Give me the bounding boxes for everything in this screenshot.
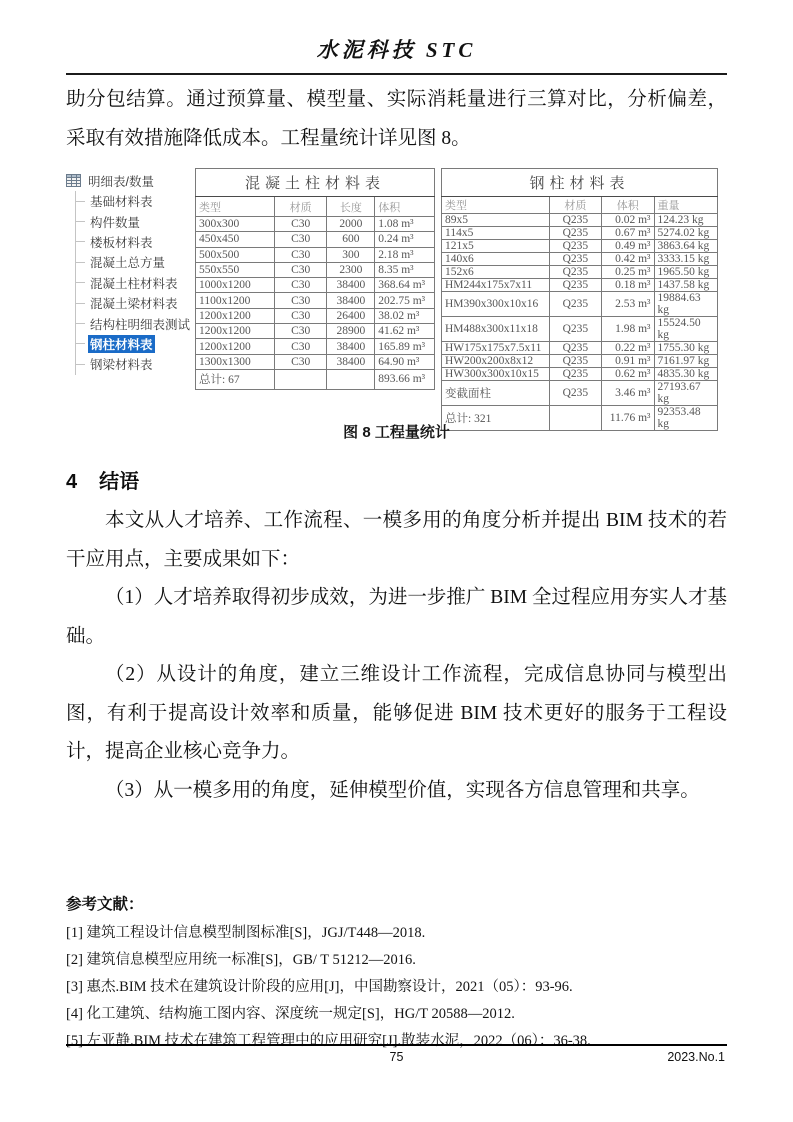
table-data-row: [196, 262, 435, 277]
table-data-row: [196, 278, 435, 293]
table-cell: 27193.67 kg: [654, 381, 718, 406]
table-data-row: [442, 355, 718, 368]
table-cell: 89x5: [442, 214, 550, 227]
page-footer: [66, 1044, 727, 1068]
table-cell: 1000x1200: [196, 278, 275, 293]
table-cell: 19884.63 kg: [654, 292, 718, 317]
table-cell: HM488x300x11x18: [442, 317, 550, 342]
sidebar-item: 构件数量: [90, 215, 141, 230]
table-total-row: [196, 369, 435, 389]
table-data-row: [442, 368, 718, 381]
table-cell: Q235: [549, 292, 601, 317]
table-cell: 28900: [327, 324, 375, 339]
table-data-row: [442, 381, 718, 406]
table-cell: 124.23 kg: [654, 214, 718, 227]
table-data-row: [196, 247, 435, 262]
table-cell: 2300: [327, 262, 375, 277]
table-cell: 26400: [327, 308, 375, 323]
page-number: 75: [389, 1050, 404, 1064]
table-cell: 3333.15 kg: [654, 253, 718, 266]
table-cell: 2.53 m³: [602, 292, 654, 317]
sidebar-tree-item: [76, 232, 195, 252]
sidebar-root-node: [66, 170, 195, 191]
table-cell: Q235: [549, 317, 601, 342]
table-cell: 2.18 m³: [375, 247, 435, 262]
journal-title: 水泥科技 STC: [316, 38, 477, 62]
table-title-row: [442, 169, 718, 197]
table-cell: Q235: [549, 279, 601, 292]
table-cell: 450x450: [196, 232, 275, 247]
table-cell: 1755.30 kg: [654, 342, 718, 355]
table-cell: 300x300: [196, 217, 275, 232]
table-total-cell: [327, 369, 375, 389]
table-cell: 1200x1200: [196, 324, 275, 339]
table-cell: 4835.30 kg: [654, 368, 718, 381]
section-number: 4: [66, 471, 78, 493]
sidebar-item: 钢梁材料表: [90, 358, 153, 373]
body-paragraph: （3）从一模多用的角度，延伸模型价值，实现各方信息管理和共享。: [105, 779, 700, 801]
table-cell: 300: [327, 247, 375, 262]
reference-item: [3] 惠杰.BIM 技术在建筑设计阶段的应用[J]，中国勘察设计，2021（05）：93-96.: [66, 979, 573, 995]
section-title: 结语: [99, 471, 140, 493]
table-data-row: [442, 240, 718, 253]
table-cell: Q235: [549, 214, 601, 227]
table-cell: 38400: [327, 278, 375, 293]
reference-item: [1] 建筑工程设计信息模型制图标准[S]，JGJ/T448—2018.: [66, 925, 426, 941]
table-data-row: [442, 292, 718, 317]
table-data-row: [442, 279, 718, 292]
table-data-row: [442, 253, 718, 266]
table-cell: 64.90 m³: [375, 354, 435, 369]
references-section: [66, 892, 727, 1055]
table-cell: HW175x175x7.5x11: [442, 342, 550, 355]
table-cell: HW200x200x8x12: [442, 355, 550, 368]
table-total-cell: 893.66 m³: [375, 369, 435, 389]
table-cell: 1100x1200: [196, 293, 275, 308]
sidebar-item: 楼板材料表: [90, 235, 153, 250]
reference-item: [4] 化工建筑、结构施工图内容、深度统一规定[S]，HG/T 20588—2012.: [66, 1006, 515, 1022]
table-data-row: [442, 214, 718, 227]
concrete-table-body: [196, 169, 435, 390]
table-cell: 600: [327, 232, 375, 247]
table-cell: 0.02 m³: [602, 214, 654, 227]
table-data-row: [442, 227, 718, 240]
table-data-row: [442, 317, 718, 342]
table-cell: C30: [274, 293, 327, 308]
table-cell: 7161.97 kg: [654, 355, 718, 368]
table-header-cell: 材质: [549, 197, 601, 214]
table-total-cell: 总计: 321: [442, 406, 550, 431]
figure-8-screenshot: [66, 168, 727, 430]
table-cell: C30: [274, 247, 327, 262]
table-cell: HM244x175x7x11: [442, 279, 550, 292]
table-cell: 1300x1300: [196, 354, 275, 369]
table-cell: 0.49 m³: [602, 240, 654, 253]
sidebar-item: 混凝土梁材料表: [90, 297, 178, 312]
table-cell: HW300x300x10x15: [442, 368, 550, 381]
table-cell: 1965.50 kg: [654, 266, 718, 279]
table-cell: 0.62 m³: [602, 368, 654, 381]
table-header-cell: 体积: [375, 197, 435, 217]
sidebar-tree-item: [76, 334, 195, 354]
sidebar-item: 基础材料表: [90, 195, 153, 210]
steel-column-material-table: [441, 168, 718, 431]
sidebar-tree-item: [76, 313, 195, 333]
references-heading: 参考文献：: [66, 896, 144, 913]
table-cell: C30: [274, 308, 327, 323]
steel-table-body: [442, 169, 718, 431]
table-cell: C30: [274, 354, 327, 369]
intro-paragraph: 助分包结算。通过预算量、模型量、实际消耗量进行三算对比，分析偏差，采取有效措施降低成本。工程量统计详见图 8。: [66, 89, 727, 149]
section-heading: [66, 465, 727, 494]
table-cell: 38400: [327, 339, 375, 354]
table-cell: 0.67 m³: [602, 227, 654, 240]
table-total-cell: 11.76 m³: [602, 406, 654, 431]
table-cell: 0.18 m³: [602, 279, 654, 292]
table-cell: 1.08 m³: [375, 217, 435, 232]
table-total-cell: [274, 369, 327, 389]
figure-caption: 图 8 工程量统计: [343, 424, 450, 441]
table-cell: C30: [274, 339, 327, 354]
body-paragraph: （2）从设计的角度，建立三维设计工作流程，完成信息协同与模型出图，有利于提高设计效率和质量，能够促进 BIM 技术更好的服务于工程设计，提高企业核心竞争力。: [66, 664, 727, 762]
concrete-column-material-table: [195, 168, 435, 390]
table-cell: 41.62 m³: [375, 324, 435, 339]
table-cell: C30: [274, 217, 327, 232]
table-total-cell: 92353.48 kg: [654, 406, 718, 431]
table-header-cell: 类型: [442, 197, 550, 214]
table-data-row: [442, 266, 718, 279]
table-data-row: [196, 339, 435, 354]
table-cell: 0.24 m³: [375, 232, 435, 247]
header-rule: [66, 73, 727, 75]
table-cell: HM390x300x10x16: [442, 292, 550, 317]
table-data-row: [196, 217, 435, 232]
table-cell: C30: [274, 232, 327, 247]
reference-item: [5] 左亚静.BIM 技术在建筑工程管理中的应用研究[J].散装水泥，2022（06）：36-38.: [66, 1033, 591, 1049]
table-cell: 0.22 m³: [602, 342, 654, 355]
table-cell: 1200x1200: [196, 339, 275, 354]
table-cell: 15524.50 kg: [654, 317, 718, 342]
sidebar-item-selected: 钢柱材料表: [88, 335, 155, 353]
table-cell: 3863.64 kg: [654, 240, 718, 253]
table-cell: Q235: [549, 240, 601, 253]
table-cell: 38400: [327, 354, 375, 369]
references-list: [66, 920, 727, 1055]
sidebar-item: 混凝土总方量: [90, 256, 166, 271]
table-cell: 5274.02 kg: [654, 227, 718, 240]
reference-item: [2] 建筑信息模型应用统一标准[S]，GB/ T 51212—2016.: [66, 952, 416, 968]
table-data-row: [196, 354, 435, 369]
table-header-cell: 类型: [196, 197, 275, 217]
sidebar-tree-item: [76, 354, 195, 374]
sidebar-tree-item: [76, 293, 195, 313]
table-header-row: [196, 197, 435, 217]
body-paragraph: （1）人才培养取得初步成效，为进一步推广 BIM 全过程应用夯实人才基础。: [66, 587, 727, 647]
table-header-cell: 长度: [327, 197, 375, 217]
figure-tables: [195, 168, 718, 431]
table-total-row: [442, 406, 718, 431]
table-cell: Q235: [549, 253, 601, 266]
table-cell: 1437.58 kg: [654, 279, 718, 292]
table-cell: 2000: [327, 217, 375, 232]
conclusion-paragraphs: [66, 502, 727, 810]
table-cell: 0.91 m³: [602, 355, 654, 368]
sidebar-tree-item: [76, 273, 195, 293]
sidebar-tree-item: [76, 211, 195, 231]
table-cell: 8.35 m³: [375, 262, 435, 277]
table-header-row: [442, 197, 718, 214]
body-paragraph: 本文从人才培养、工作流程、一模多用的角度分析并提出 BIM 技术的若干应用点，主要成果如下：: [66, 510, 727, 570]
table-cell: Q235: [549, 342, 601, 355]
sidebar-root-label: 明细表/数量: [88, 174, 154, 189]
table-title: 钢柱材料表: [442, 169, 718, 197]
table-cell: 0.25 m³: [602, 266, 654, 279]
table-cell: 1.98 m³: [602, 317, 654, 342]
table-cell: 3.46 m³: [602, 381, 654, 406]
table-cell: C30: [274, 262, 327, 277]
table-header-cell: 材质: [274, 197, 327, 217]
table-cell: 152x6: [442, 266, 550, 279]
table-cell: C30: [274, 278, 327, 293]
issue-label: 2023.No.1: [667, 1050, 725, 1064]
table-cell: Q235: [549, 381, 601, 406]
sidebar-item: 结构柱明细表测试: [90, 317, 191, 332]
sidebar-tree-item: [76, 252, 195, 272]
table-cell: 550x550: [196, 262, 275, 277]
table-cell: 500x500: [196, 247, 275, 262]
table-cell: Q235: [549, 355, 601, 368]
table-cell: 0.42 m³: [602, 253, 654, 266]
sidebar-tree-children: [75, 191, 195, 375]
table-data-row: [196, 293, 435, 308]
table-cell: 变截面柱: [442, 381, 550, 406]
table-data-row: [442, 342, 718, 355]
table-title-row: [196, 169, 435, 197]
table-total-cell: [549, 406, 601, 431]
table-grid-icon: [66, 174, 81, 187]
table-cell: 1200x1200: [196, 308, 275, 323]
table-total-cell: 总计: 67: [196, 369, 275, 389]
table-cell: 165.89 m³: [375, 339, 435, 354]
sidebar-item: 混凝土柱材料表: [90, 276, 178, 291]
table-cell: 368.64 m³: [375, 278, 435, 293]
table-cell: 121x5: [442, 240, 550, 253]
sidebar-tree-item: [76, 191, 195, 211]
footer-inner: [66, 1046, 727, 1068]
table-cell: Q235: [549, 368, 601, 381]
table-cell: 38.02 m³: [375, 308, 435, 323]
table-cell: 140x6: [442, 253, 550, 266]
table-data-row: [196, 232, 435, 247]
table-cell: 114x5: [442, 227, 550, 240]
table-cell: 202.75 m³: [375, 293, 435, 308]
table-data-row: [196, 324, 435, 339]
table-cell: Q235: [549, 266, 601, 279]
table-data-row: [196, 308, 435, 323]
table-header-cell: 体积: [602, 197, 654, 214]
table-cell: Q235: [549, 227, 601, 240]
schedule-browser-sidebar: [66, 168, 195, 375]
table-cell: C30: [274, 324, 327, 339]
table-title: 混凝土柱材料表: [196, 169, 435, 197]
table-cell: 38400: [327, 293, 375, 308]
table-header-cell: 重量: [654, 197, 718, 214]
